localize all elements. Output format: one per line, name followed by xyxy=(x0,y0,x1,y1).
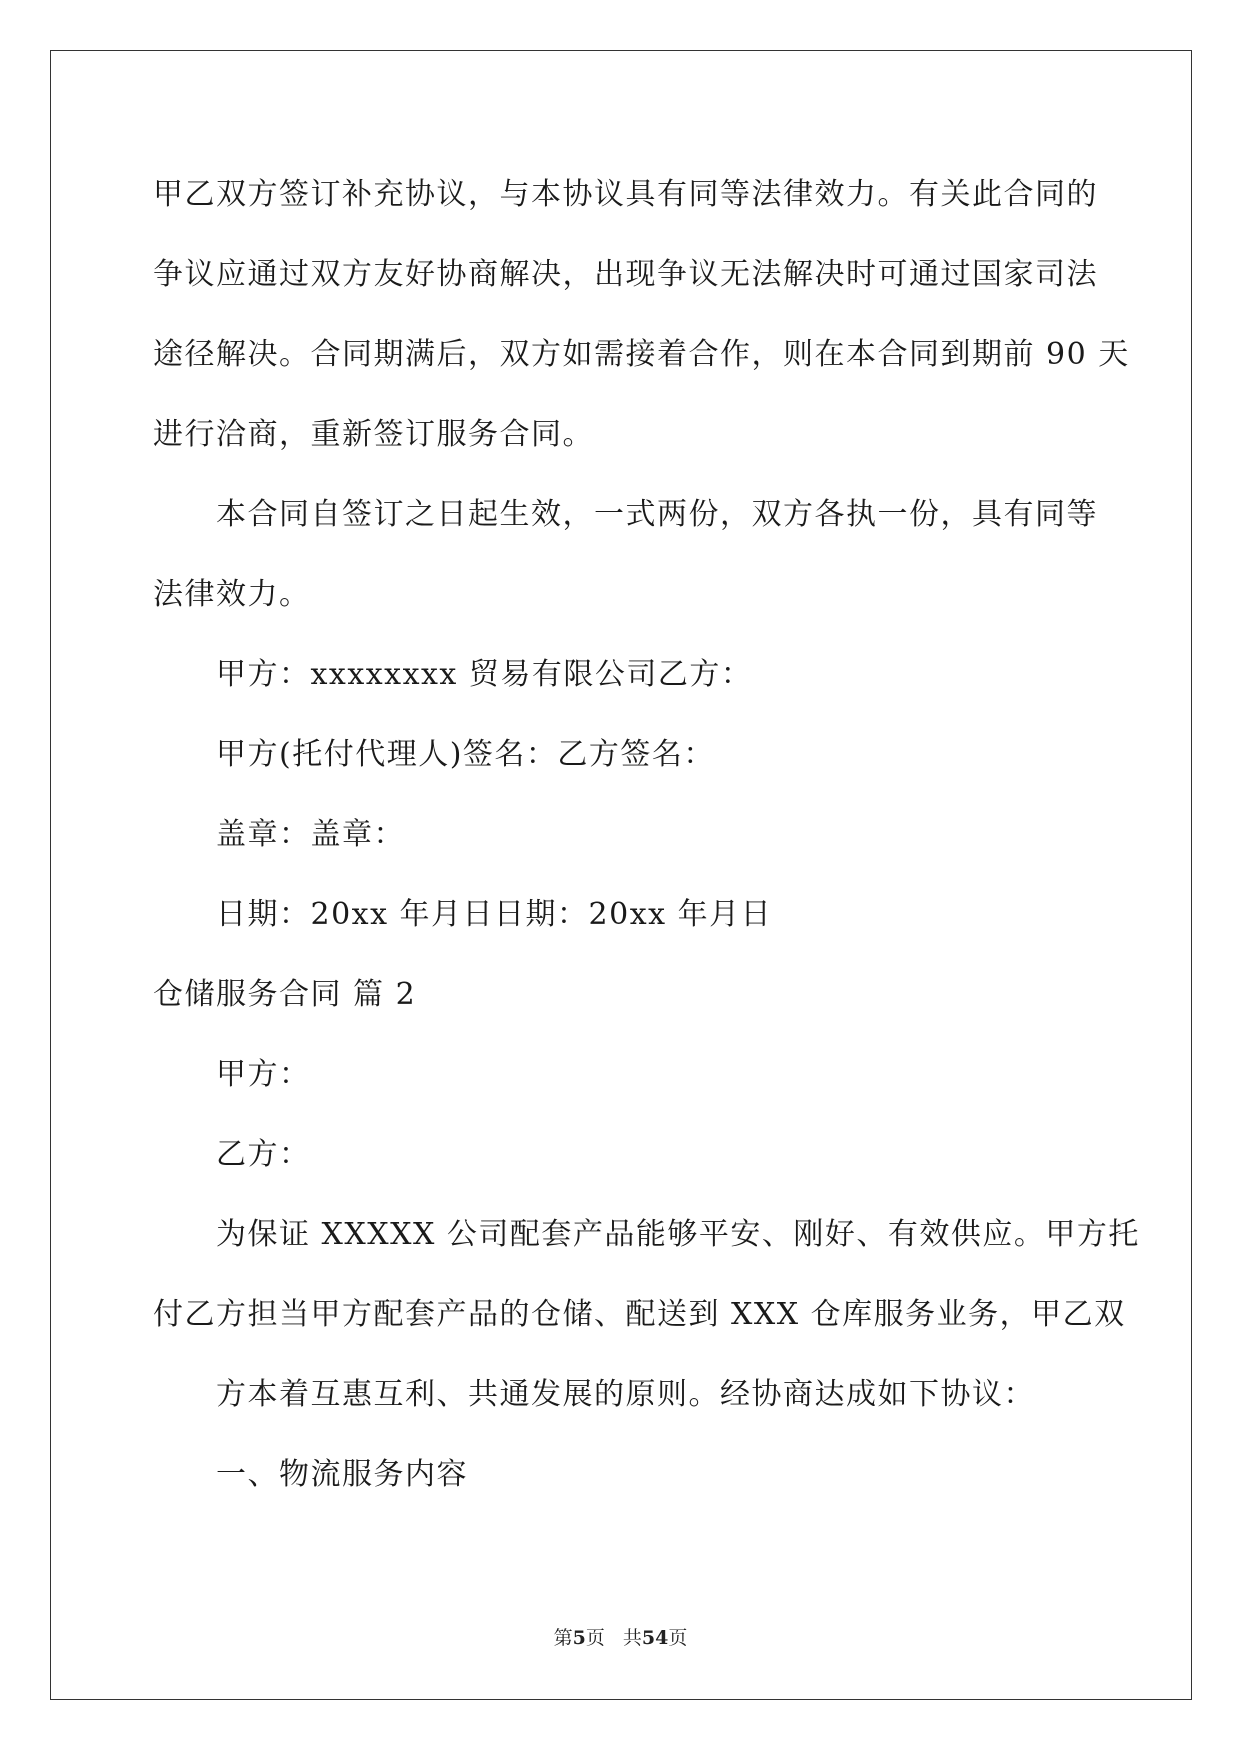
subsection-heading: 一、物流服务内容 xyxy=(216,1457,468,1492)
party-a-label: 甲方： xyxy=(216,1057,311,1092)
section-heading: 仓储服务合同 篇 2 xyxy=(153,977,417,1012)
text-line-2: 争议应通过双方友好协商解决，出现争议无法解决时可通过国家司法 xyxy=(153,257,1098,292)
page-number: 5 xyxy=(572,1627,586,1649)
party-b-label: 乙方： xyxy=(216,1137,311,1172)
page-suffix: 页 xyxy=(585,1627,605,1649)
text-line-4: 进行洽商，重新签订服务合同。 xyxy=(153,417,594,452)
date-line: 日期：20xx 年月日日期：20xx 年月日 xyxy=(216,897,773,932)
page-prefix: 第 xyxy=(553,1627,573,1649)
text-line-14: 为保证 XXXXX 公司配套产品能够平安、刚好、有效供应。甲方托 xyxy=(216,1217,1140,1252)
page-footer xyxy=(0,1623,1241,1650)
text-line-5: 本合同自签订之日起生效，一式两份，双方各执一份，具有同等 xyxy=(216,497,1098,532)
total-pages: 54 xyxy=(641,1627,669,1649)
document-body xyxy=(153,155,1140,1515)
text-line-16: 方本着互惠互利、共通发展的原则。经协商达成如下协议： xyxy=(216,1377,1035,1412)
total-prefix: 共 xyxy=(622,1627,642,1649)
text-line-1: 甲乙双方签订补充协议，与本协议具有同等法律效力。有关此合同的 xyxy=(153,177,1098,212)
text-line-15: 付乙方担当甲方配套产品的仓储、配送到 XXX 仓库服务业务，甲乙双 xyxy=(153,1297,1126,1332)
signature-line: 甲方(托付代理人)签名：乙方签名： xyxy=(216,737,715,772)
party-a-line: 甲方：xxxxxxxx 贸易有限公司乙方： xyxy=(216,657,753,692)
seal-line: 盖章：盖章： xyxy=(216,817,405,852)
total-suffix: 页 xyxy=(668,1627,688,1649)
text-line-3: 途径解决。合同期满后，双方如需接着合作，则在本合同到期前 90 天 xyxy=(153,337,1130,372)
text-line-6: 法律效力。 xyxy=(153,577,311,612)
